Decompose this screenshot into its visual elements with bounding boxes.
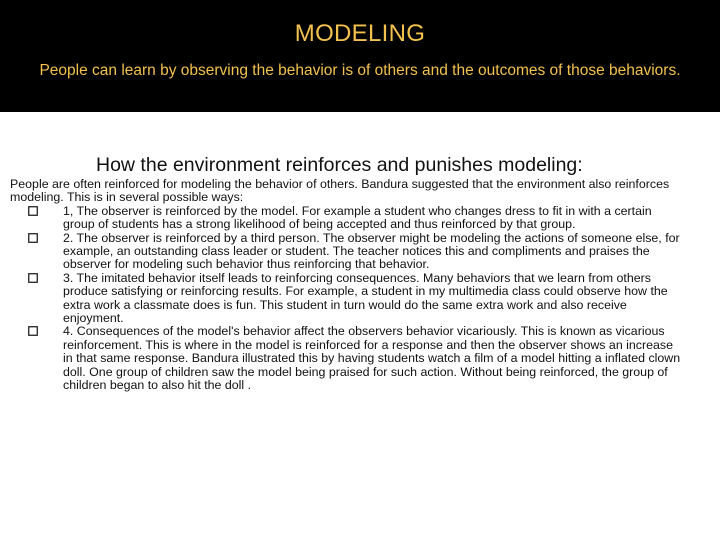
bullet-list xyxy=(10,205,686,393)
list-item xyxy=(10,232,686,272)
content-body xyxy=(10,178,686,393)
page-title: MODELING xyxy=(294,20,426,47)
list-item-text: 4. Consequences of the model's behavior affect the observers behavior vicariously. This is known as vicarious reinforcement. This is where in the model is reinforced for a response and then the observer shows an increase in that same response. Bandura illustrated this by having students watch a film of a model hitting a inflated clown doll. One group of children saw the model being praised for such action. Without being reinforced, the group of children began to also hit the doll . xyxy=(63,324,681,393)
hollow-square-bullet-icon xyxy=(28,273,38,283)
list-item-text: 3. The imitated behavior itself leads to reinforcing consequences. Many behaviors that we learn from others produce satisfying or reinforcing results. For example, a student in my multimedia class could observe how the extra work a classmate does is fun. This student in turn would do the same extra work and also receive enjoyment. xyxy=(63,270,668,326)
hollow-square-bullet-icon xyxy=(28,326,38,336)
list-item xyxy=(10,325,686,392)
hollow-square-bullet-icon xyxy=(28,206,38,216)
hollow-square-bullet-icon xyxy=(28,233,38,243)
list-item-text: 1, The observer is reinforced by the model. For example a student who changes dress to fit in with a certain group of students has a strong likelihood of being accepted and thus reinforced by that group. xyxy=(63,203,652,232)
list-item xyxy=(10,205,686,232)
list-item xyxy=(10,272,686,326)
list-item-text: 2. The observer is reinforced by a third person. The observer might be modeling the actions of someone else, for example, an outstanding class leader or student. The teacher notices this and compliments and praises the observer for modeling such behavior thus reinforcing that behavior. xyxy=(63,230,680,272)
page-subtitle: People can learn by observing the behavior is of others and the outcomes of those behaviors. xyxy=(39,62,681,79)
header-banner xyxy=(0,0,720,112)
section-heading: How the environment reinforces and punishes modeling: xyxy=(96,154,583,176)
intro-paragraph: People are often reinforced for modeling the behavior of others. Bandura suggested that the environment also reinforces modeling. This is in several possible ways: xyxy=(10,177,670,205)
